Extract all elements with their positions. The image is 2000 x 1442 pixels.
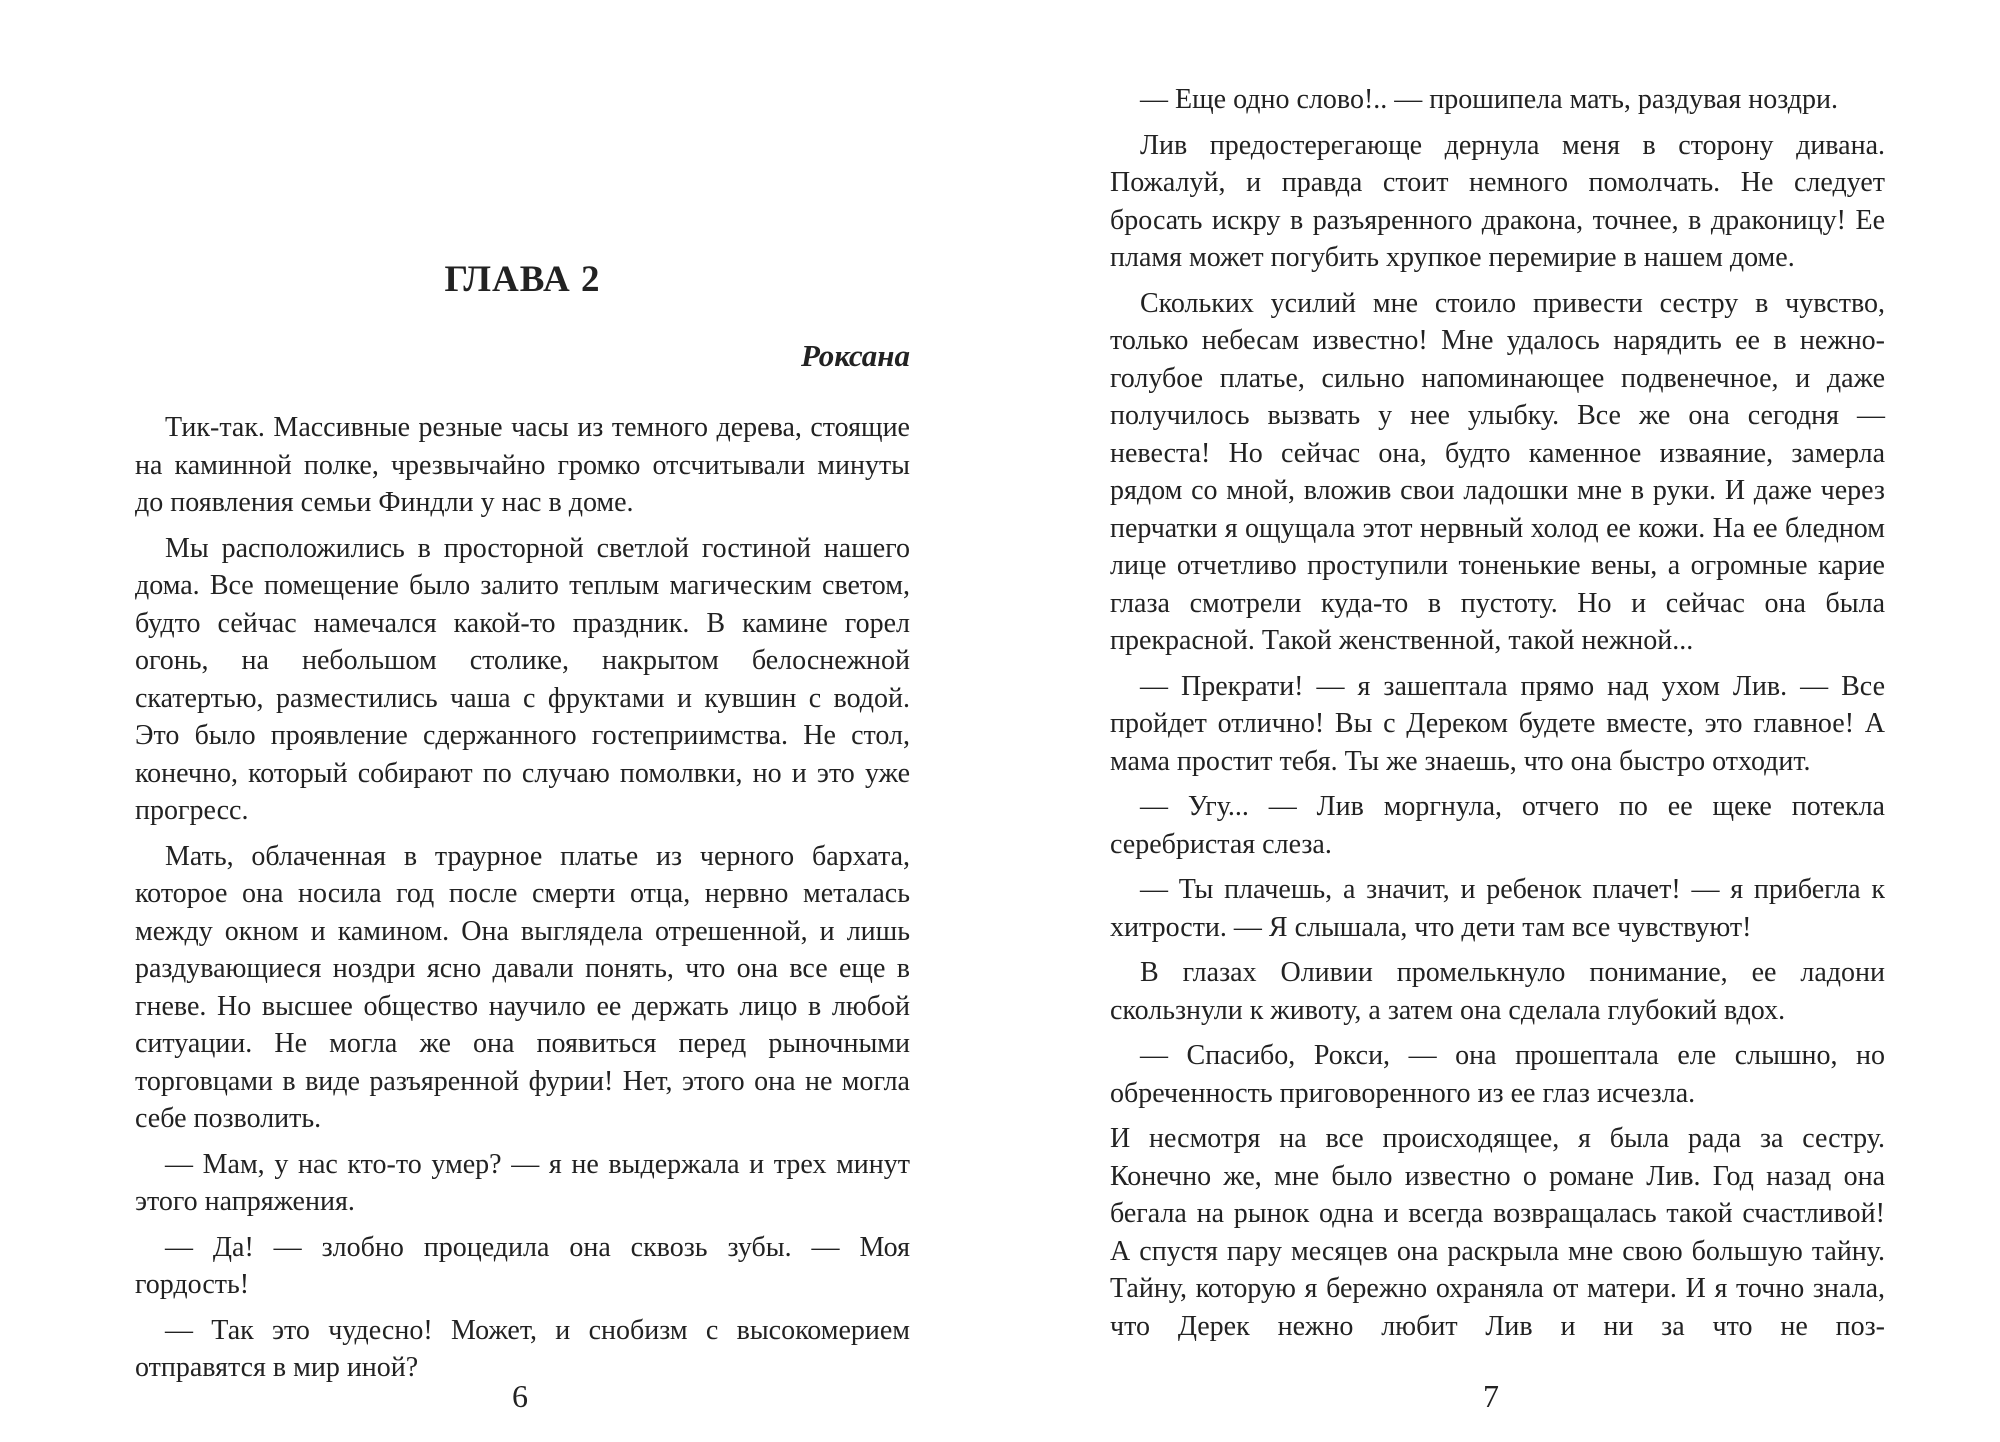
paragraph: — Еще одно слово!.. — прошипела мать, раздувая ноздри.: [1140, 84, 1839, 115]
paragraph: Лив предостерегающе дернула меня в сторону дивана. Пожалуй, и правда стоит немного помолчать. Не следует бросать искру в разъяренного дракона, точнее, в драконицу! Ее пламя может погубить хрупкое перемирие в нашем доме.: [1110, 129, 1885, 273]
chapter-subtitle: Роксана: [800, 338, 910, 373]
paragraph: — Спасибо, Рокси, — она прошептала еле слышно, но обреченность приговоренного из ее глаз исчезла.: [1110, 1040, 1885, 1109]
page-number: 6: [512, 1378, 528, 1414]
paragraph: — Так это чудесно! Может, и снобизм с высокомерием отправятся в мир иной?: [135, 1314, 910, 1383]
right-text-block: [1110, 81, 1885, 1345]
paragraph: — Да! — злобно процедила она сквозь зубы. — Моя гордость!: [135, 1231, 910, 1300]
page-number: 7: [1483, 1378, 1499, 1414]
paragraph: Тик-так. Массивные резные часы из темного дерева, стоящие на каминной полке, чрезвычайно громко отсчитывали минуты до появления семьи Финдли у нас в доме.: [135, 412, 910, 518]
paragraph: В глазах Оливии промелькнуло понимание, ее ладони скользнули к животу, а затем она сделала глубокий вдох.: [1110, 957, 1885, 1026]
paragraph: — Прекрати! — я зашептала прямо над ухом Лив. — Все пройдет отлично! Вы с Дереком будете вместе, это главное! А мама простит тебя. Ты же знаешь, что она быстро отходит.: [1110, 670, 1885, 777]
chapter-title: ГЛАВА 2: [444, 259, 601, 300]
paragraph: — Ты плачешь, а значит, и ребенок плачет! — я прибегла к хитрости. — Я слышала, что дети там все чувствуют!: [1110, 874, 1885, 943]
paragraph: — Мам, у нас кто-то умер? — я не выдержала и трех минут этого напряжения.: [135, 1148, 910, 1217]
paragraph: И несмотря на все происходящее, я была рада за сестру. Конечно же, мне было известно о романе Лив. Год назад она бегала на рынок одна и всегда возвращалась такой счастливой! А спустя пару месяцев она раскрыла мне свою большую тайну. Тайну, которую я бережно охраняла от матери. И я точно знала, что Дерек нежно любит Лив и ни за что не поз-: [1110, 1123, 1885, 1342]
paragraph: — Угу... — Лив моргнула, отчего по ее щеке потекла серебристая слеза.: [1110, 791, 1885, 860]
paragraph: Мы расположились в просторной светлой гостиной нашего дома. Все помещение было залито теплым магическим светом, будто сейчас намечался какой-то праздник. В камине горел огонь, на небольшом столике, накрытом белоснежной скатертью, разместились чаша с фруктами и кувшин с водой. Это было проявление сдержанного гостеприимства. Не стол, конечно, который собирают по случаю помолвки, но и это уже прогресс.: [135, 532, 910, 826]
paragraph: Мать, облаченная в траурное платье из черного бархата, которое она носила год после смерти отца, нервно металась между окном и камином. Она выглядела отрешенной, и лишь раздувающиеся ноздри ясно давали понять, что она все еще в гневе. Но высшее общество научило ее держать лицо в любой ситуации. Не могла же она появиться перед рыночными торговцами в виде разъяренной фурии! Нет, этого она не могла себе позволить.: [135, 840, 910, 1134]
right-page: [1000, 0, 2000, 1442]
paragraph: Скольких усилий мне стоило привести сестру в чувство, только небесам известно! Мне удалось нарядить ее в нежно-голубое платье, сильно напоминающее подвенечное, и даже получилось вызвать у нее улыбку. Все же она сегодня — невеста! Но сейчас она, будто каменное изваяние, замерла рядом со мной, вложив свои ладошки мне в руки. И даже через перчатки я ощущала этот нервный холод ее кожи. На ее бледном лице отчетливо проступили тоненькие вены, а огромные карие глаза смотрели куда-то в пустоту. Но и сейчас она была прекрасной. Такой женственной, такой нежной...: [1110, 287, 1885, 656]
left-text-block: [135, 409, 910, 1395]
